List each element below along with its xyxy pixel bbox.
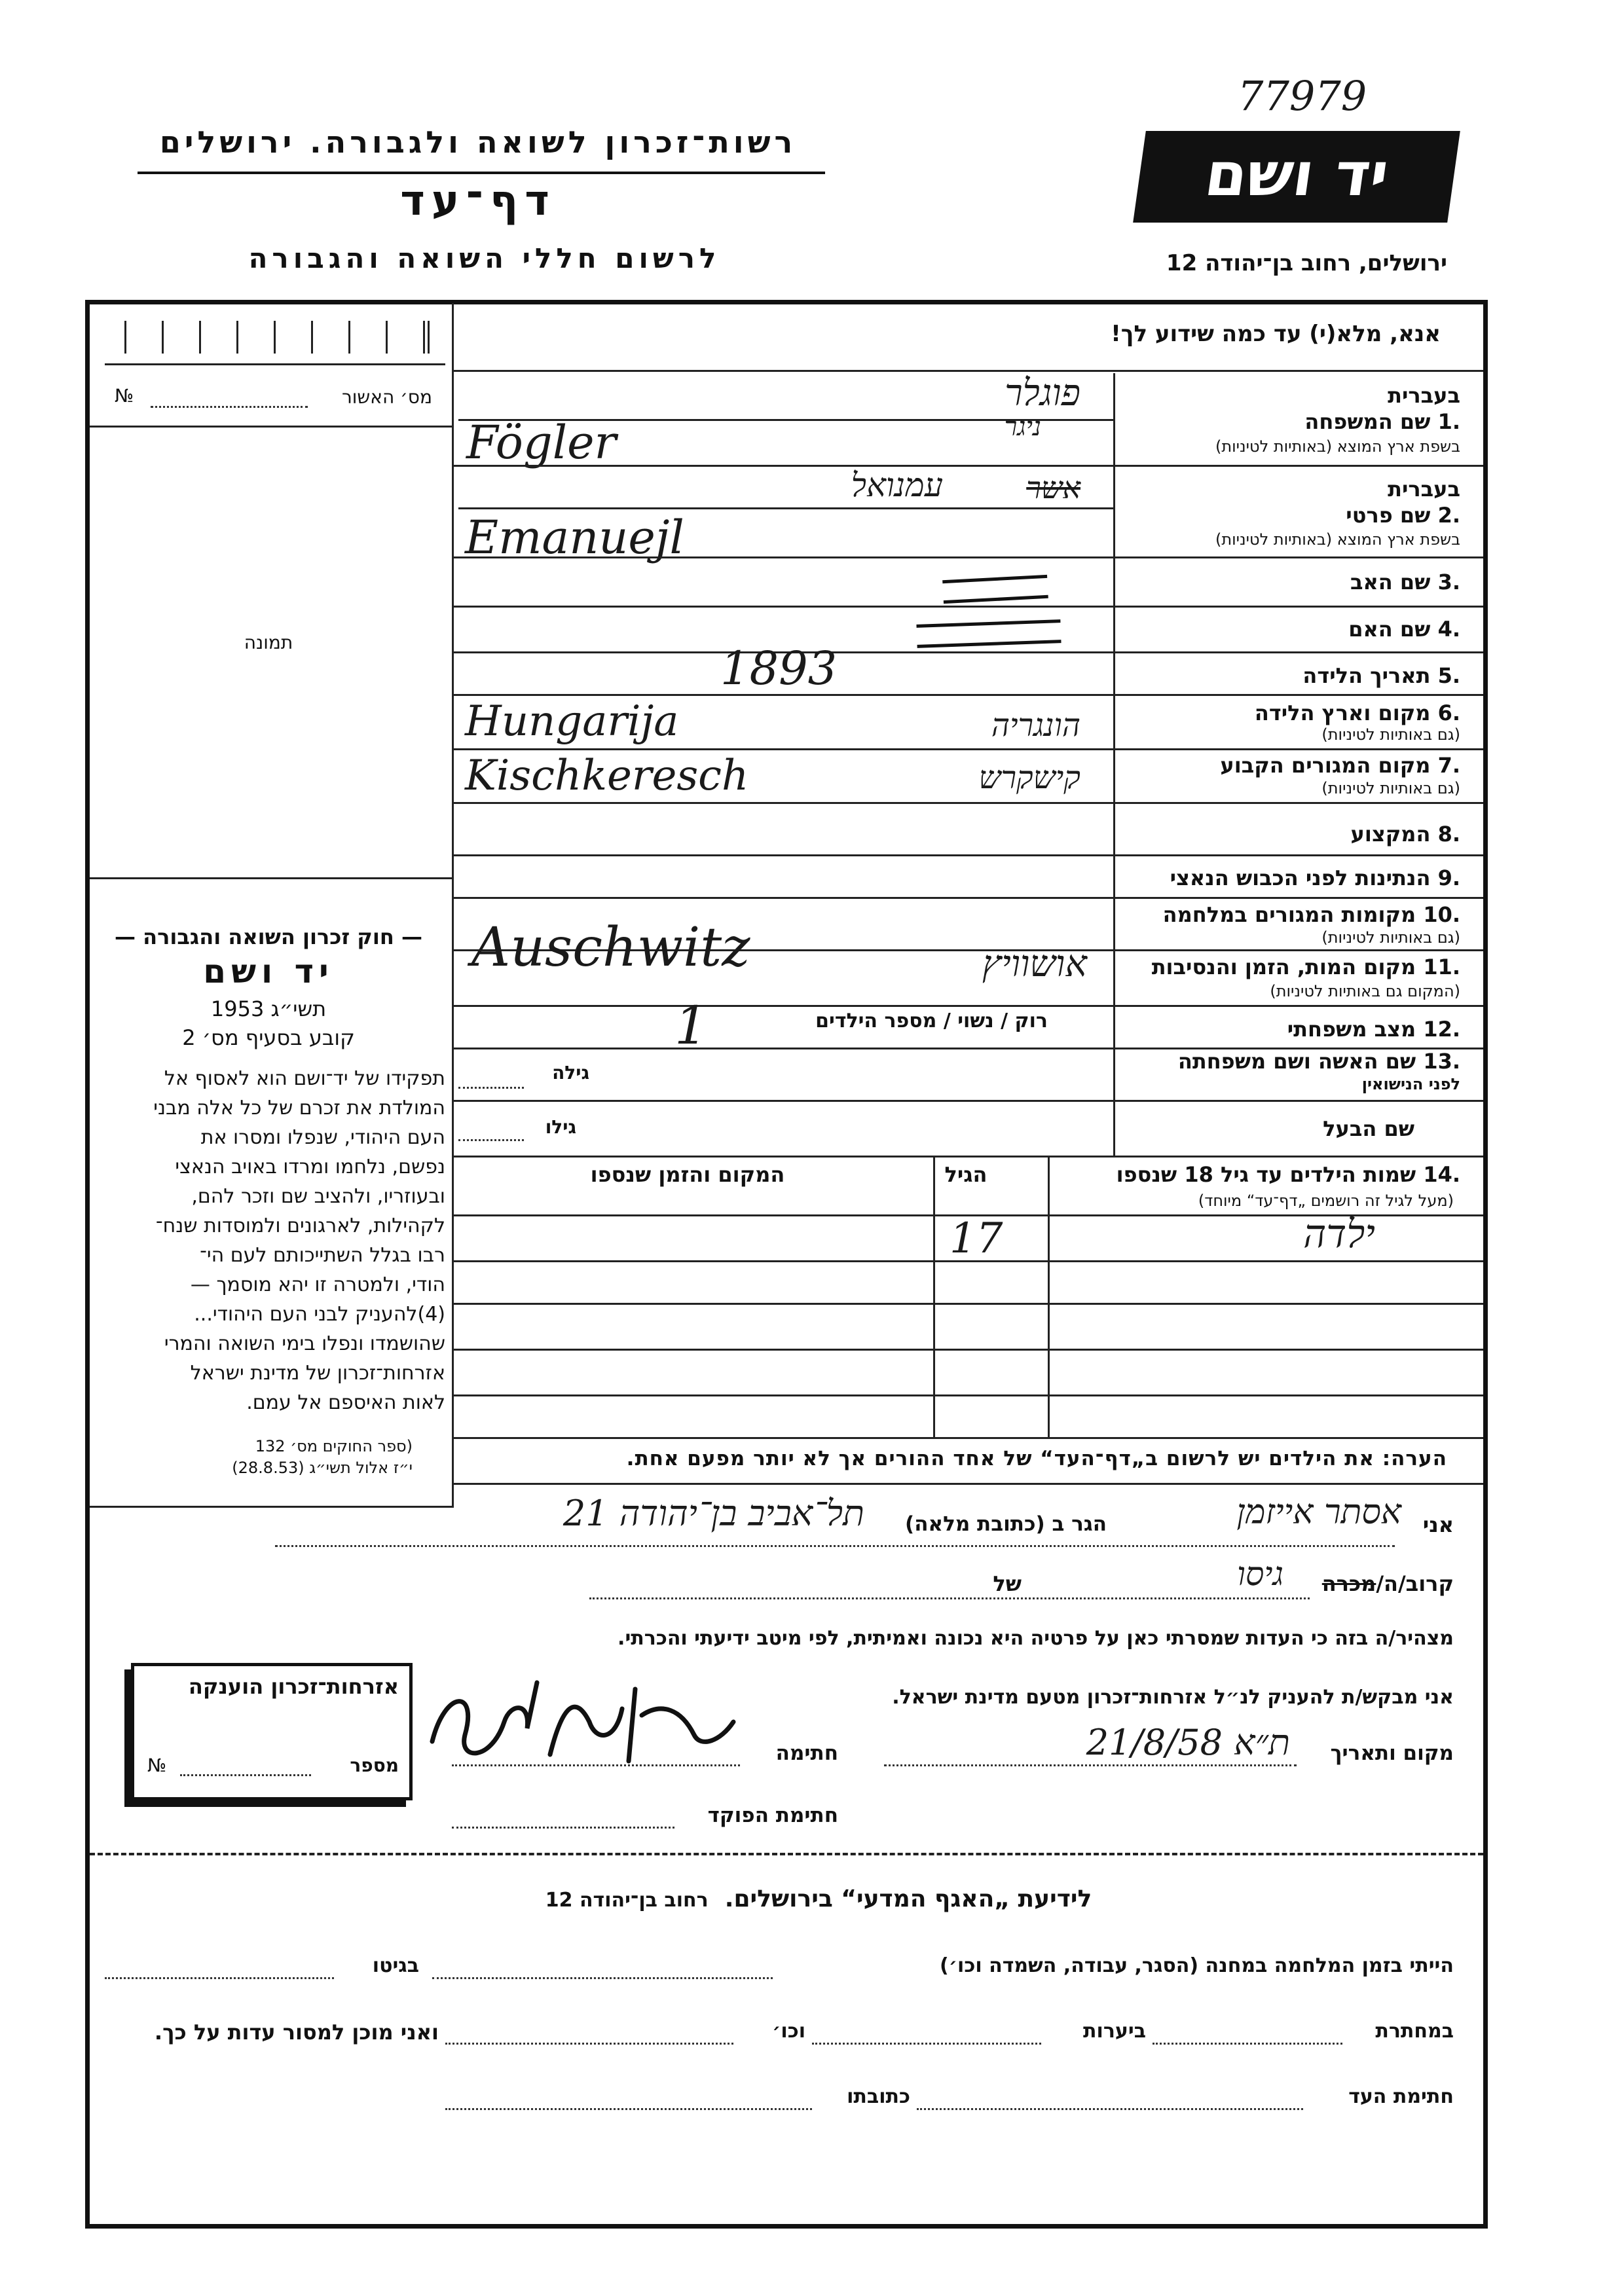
logo-text: יד ושם (1200, 139, 1393, 210)
bottom-line-2-c: וכו׳ (772, 2020, 805, 2043)
law-line: שהושמדו ונפלו בימי השואה והמרי (164, 1332, 445, 1355)
relation-of-label: של (993, 1571, 1022, 1596)
field-5-line (452, 694, 1483, 696)
field-6-line (452, 748, 1483, 750)
children-age-header: הגיל (944, 1162, 987, 1187)
husband-line (452, 1156, 1483, 1157)
bottom-line-2-fill-b[interactable] (812, 2043, 1041, 2045)
citizenship-title: אזרחות־זכרון הוענקה (188, 1674, 399, 1699)
field-10-sub: (גם באותיות לטיניות) (1321, 928, 1460, 947)
form-subtitle: לרשום חללי השואה והגבורה (248, 242, 721, 274)
form-title: דף־עד (400, 177, 556, 225)
field-11-sub: (המקום גם באותיות לטיניות) (1270, 982, 1460, 1000)
field-4-label: .4 שם האם (1348, 617, 1460, 642)
law-line: (4)להעניק לבני העם היהודי... (194, 1303, 445, 1326)
field-6-sub: (גם באותיות לטיניות) (1321, 725, 1460, 744)
declarant-line (275, 1545, 1395, 1547)
wife-age-line[interactable] (458, 1087, 524, 1089)
place-date-line (884, 1764, 1297, 1766)
declarant-name-value[interactable]: אסתר אייזמן (1236, 1493, 1401, 1532)
children-row-3 (452, 1349, 1483, 1351)
sidebar-divider (452, 303, 454, 1508)
wife-age-label: גילה (552, 1062, 589, 1084)
field-11-label: .11 מקום המות, הזמן והנסיבות (1151, 955, 1460, 979)
bottom-line-1-text: הייתי בזמן המלחמה במחנה (הסגר, עבודה, השמדה וכו׳) (940, 1954, 1454, 1977)
declare-statement: מצהיר/ה בזה כי העדות שמסרתי כאן על פרטיה היא נכונה ואמיתית, לפי מיטב ידיעתי והכרתי. (618, 1627, 1454, 1650)
field-14-sub: (מעל לגיל זה רושמים „דף־עד“ מיוחד) (1198, 1192, 1454, 1210)
birthplace-latin-value[interactable]: Hungarija (465, 697, 679, 746)
note-line (452, 1483, 1483, 1485)
field-9-label: .9 הנתינות לפני הכבוש הנאצי (1170, 866, 1460, 890)
field-3-label: .3 שם האב (1350, 570, 1460, 594)
law-line: אזרחות־זכרון של מדינת ישראל (190, 1362, 445, 1385)
address-header: ירושלים, רחוב בן־יהודה 12 (1166, 250, 1447, 276)
declarant-address-value[interactable]: תל־אביב בן־יהודה 21 (563, 1493, 864, 1534)
witness-address-line[interactable] (445, 2108, 812, 2110)
place-date-value[interactable]: ת״א 21/8/58 (1086, 1722, 1290, 1763)
hebrew-label-1: בעברית (1388, 383, 1460, 408)
children-row-2 (452, 1303, 1483, 1305)
bottom-line-2-end: ואני מוכן למסור עדות על כך. (154, 2020, 439, 2045)
handwritten-signature (419, 1663, 747, 1781)
handwritten-file-number: 77979 (1238, 72, 1367, 120)
authority-underline (138, 172, 825, 174)
given-name-hebrew-value[interactable]: עמנואל (851, 466, 943, 504)
declarant-prefix: אני (1422, 1512, 1454, 1537)
relation-value[interactable]: גיסו (1237, 1555, 1283, 1593)
field-8-label: .8 המקצוע (1350, 822, 1460, 847)
death-place-hebrew-value[interactable]: אושוויץ (982, 943, 1087, 985)
children-row-1 (452, 1260, 1483, 1262)
field-2-sub: בשפת ארץ המוצא (באותיות לטיניות) (1215, 530, 1460, 549)
death-place-latin-value[interactable]: Auschwitz (471, 917, 750, 979)
approval-number-mark: № (115, 385, 134, 407)
bottom-line-3-a: חתימת העד (1348, 2085, 1454, 2108)
surname-hebrew-alt[interactable]: ניגר (1004, 412, 1041, 442)
birthplace-hebrew-value[interactable]: הונגריה (991, 707, 1080, 744)
children-place-header: המקום והזמן שנספו (590, 1162, 785, 1187)
children-row-4 (452, 1394, 1483, 1396)
officer-signature-line[interactable] (452, 1827, 674, 1829)
law-clause: קובע בסעיף מס׳ 2 (182, 1025, 355, 1050)
field-1-line (452, 465, 1483, 467)
bottom-line-2-a: במחתרת (1375, 2020, 1454, 2043)
residence-latin-value[interactable]: Kischkeresch (465, 752, 749, 800)
citizenship-number-label: מספר (350, 1755, 399, 1776)
field-2-hebrew-line (458, 507, 1113, 509)
citizenship-box (131, 1663, 413, 1800)
signature-label: חתימה (775, 1741, 838, 1765)
field-8-line (452, 854, 1483, 856)
place-date-label: מקום ותאריך (1330, 1741, 1454, 1765)
request-statement: אני מבקש/ת להעניק לנ״ל אזרחות־זכרון מטעם מדינת ישראל. (892, 1686, 1454, 1709)
law-title: — חוק זכרון השואה והגבורה — (115, 924, 422, 949)
field-7-sub: (גם באותיות לטיניות) (1321, 779, 1460, 797)
residence-hebrew-value[interactable]: קישקרש (978, 759, 1080, 796)
approval-bottom-line (90, 426, 452, 428)
field-1-label: .1 שם המשפחה (1304, 409, 1460, 434)
husband-age-line[interactable] (458, 1139, 524, 1141)
bottom-line-3-b: כתובתו (847, 2085, 910, 2108)
husband-age-label: גילו (545, 1116, 576, 1138)
field-13-label: .13 שם האשה ושם משפחתה (1177, 1049, 1460, 1074)
field-5-label: .5 תאריך הלידה (1302, 663, 1460, 688)
law-ref-2: י״ז אלול תשי״ג (28.8.53) (232, 1459, 413, 1477)
declarant-address-label: הגר ב (כתובת מלאה) (905, 1512, 1107, 1536)
field-9-line (452, 897, 1483, 899)
law-line: העם היהודי, שנפלו ומסרו את (200, 1126, 445, 1149)
law-line: לקהילות, לארגונים ולמוסדות שנח־ (155, 1214, 445, 1237)
relation-prefix: קרוב/ה/מכרה (1321, 1571, 1454, 1596)
field-3-line (452, 606, 1483, 608)
relation-line (589, 1597, 1310, 1599)
field-4-line (452, 651, 1483, 653)
child-age-value[interactable]: 17 (950, 1214, 1003, 1263)
citizenship-number-mark: № (147, 1755, 167, 1776)
children-row-5 (452, 1437, 1483, 1439)
field-7-label: .7 מקום המגורים הקבוע (1220, 753, 1460, 778)
law-line: לאות האיספם אל עמם. (246, 1391, 445, 1414)
law-year-num: 1953 (210, 996, 265, 1021)
field-13-sub: לפני הנישואין (1361, 1075, 1460, 1093)
bottom-line-2-b: ביערות (1083, 2020, 1146, 2043)
bottom-section-divider (90, 1853, 1483, 1855)
officer-signature-label: חתימת הפוקד (707, 1804, 838, 1827)
bottom-line-2-fill-a[interactable] (1153, 2043, 1342, 2045)
birth-date-value[interactable]: 1893 (720, 642, 838, 695)
field-11-line (452, 1005, 1483, 1007)
bottom-title: לידיעת „האגף המדעי“ בירושלים. רחוב בן־יהודה 12 (545, 1886, 1092, 1912)
child-name-value[interactable]: ילדה (1303, 1211, 1375, 1257)
note-text: הערה: את הילדים יש לרשום ב„דף־העד“ של אחד ההורים אך לא יותר מפעם אחת. (626, 1447, 1447, 1470)
surname-latin-value[interactable]: Fögler (466, 416, 616, 469)
photo-label: תמונה (244, 632, 293, 653)
law-ref-1: (ספר החוקים מס׳ 132 (255, 1437, 413, 1455)
mother-name-scribble (916, 619, 1061, 648)
law-year (92, 996, 445, 1021)
field-12-label: .12 מצב משפחתי (1287, 1017, 1460, 1042)
instruction-text: אנא, מלא(י) עד כמה שידוע לך! (1111, 321, 1441, 347)
law-line: רבו בגלל השתייכותם לעם הי־ (200, 1244, 445, 1267)
citizenship-number-line[interactable] (180, 1774, 311, 1776)
surname-hebrew-value[interactable]: פוגלר (1005, 372, 1080, 414)
given-name-latin-value[interactable]: Emanuejl (465, 511, 684, 564)
field-2-line (452, 556, 1483, 558)
hebrew-label-2: בעברית (1388, 477, 1460, 501)
witness-signature-line[interactable] (917, 2108, 1303, 2110)
bottom-line-1-tail[interactable] (105, 1977, 334, 1979)
children-count-value[interactable]: 1 (674, 995, 708, 1056)
field-7-line (452, 802, 1483, 804)
law-year-heb: תשי״ג (270, 996, 327, 1021)
law-line: הודי, ולמטרה זו יהא מוסמך — (190, 1273, 445, 1296)
label-column-divider (1113, 373, 1115, 1156)
field-10-label: .10 מקומות המגורים במלחמה (1162, 902, 1460, 927)
given-name-hebrew-crossed[interactable]: אשר (1026, 470, 1080, 505)
approval-number-line[interactable] (151, 406, 308, 408)
authority-title: רשות־זכרון לשואה ולגבורה. ירושלים (159, 124, 797, 160)
bottom-line-1-end: בגיטו (372, 1954, 419, 1977)
approval-number-label: מס׳ האשור (341, 386, 432, 408)
law-name: יד ושם (203, 953, 334, 991)
relation-printed: מכרה (1321, 1571, 1376, 1596)
approval-number-boxes (105, 308, 445, 365)
law-line: תפקידו של יד־ושם הוא לאסוף אל (164, 1067, 445, 1090)
field-6-label: .6 מקום וארץ הלידה (1254, 701, 1460, 725)
husband-label: שם הבעל (1323, 1116, 1414, 1141)
bottom-line-2-fill-c[interactable] (445, 2043, 733, 2045)
field-1-sub: בשפת ארץ המוצא (באותיות לטיניות) (1215, 437, 1460, 456)
yad-vashem-logo (1133, 131, 1460, 223)
law-line: נפשם, נלחמו ומרדו באויב הנאצי (175, 1156, 445, 1178)
law-text (98, 1064, 445, 1417)
marital-options: רוק / נשוי / מספר הילדים (815, 1010, 1048, 1032)
law-line: ובעוזריו, ולהציב שם וזכר להם, (191, 1185, 445, 1208)
field-13-line (452, 1100, 1483, 1102)
photo-bottom-line (90, 877, 452, 879)
field-14-label: .14 שמות הילדים עד גיל 18 שנספו (1116, 1162, 1460, 1187)
law-line: המולדת את זכרם של כל אלה מבני (153, 1097, 445, 1120)
field-2-label: .2 שם פרטי (1346, 503, 1460, 528)
bottom-line-1-fill[interactable] (432, 1977, 773, 1979)
